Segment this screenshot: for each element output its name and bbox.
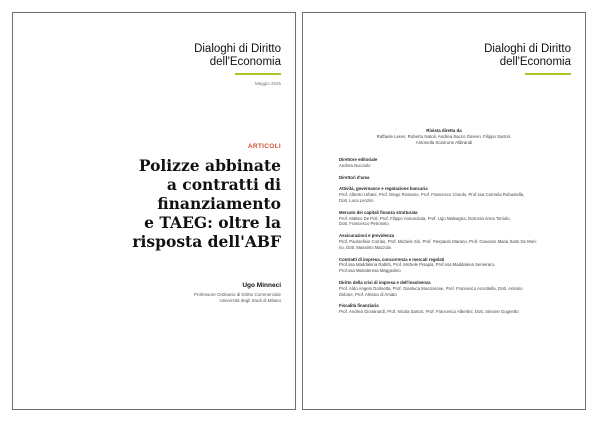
title-line: e TAEG: oltre la	[144, 213, 281, 232]
board-block	[339, 210, 561, 227]
board-names-line: Prof. Paoloefisio Corrias, Prof. Michele Siri, Prof. Pierpaolo Marano, Prof. Giovanni Maria Santi De Mori-	[339, 238, 537, 244]
title-line: finanziamento	[157, 194, 281, 213]
board-names-line: Prof.ssa Maddalena Rabitti, Prof. Michele Pisapia, Prof.ssa Maddalena Semeraro,	[339, 262, 496, 268]
board-names-line: Prof. Andrea Giovanardi, Prof. Nicola Sartori, Prof. Francesco Albertini, Dott. Simone Gugnetto	[339, 309, 519, 315]
brand-accent-rule	[235, 73, 281, 75]
board-block	[339, 175, 561, 181]
board-names-line: Didone, Prof. Alessio di Amato	[339, 291, 397, 297]
board-heading: Contratti di impresa, concorrenza e mercati regolati	[339, 256, 445, 262]
directors-line: Antonella Sciarrone Alibrandi	[415, 140, 473, 145]
board-names-line: Prof. Aldo Angelo Dolmetta, Prof. Gianluca Mucciarone, Prof. Francesco Accettella, Dott. Antonio	[339, 285, 523, 291]
board-names-line: no, Dott. Massimo Mazzola	[339, 244, 391, 250]
directors-line: Raffaele Lener, Roberto Natoli, Andrea Sacco Ginevri, Filippo Sartori,	[376, 134, 512, 139]
board-names-line: Prof. Matteo De Poli, Prof. Filippo Annunziata, Prof. Ugo Malvagna, Dott.ssa Anna Toniolo,	[339, 215, 511, 221]
journal-brand	[194, 43, 281, 75]
editorial-board	[339, 157, 561, 321]
board-heading: Fiscalità finanziaria	[339, 303, 379, 309]
board-heading: Direttore editoriale	[339, 157, 378, 162]
journal-name-line1: Dialoghi di Diritto	[194, 43, 281, 55]
issue-date: Maggio 2025	[254, 81, 281, 86]
journal-brand	[484, 43, 571, 75]
directed-by-label: Rivista diretta da	[426, 128, 462, 133]
author-name: Ugo Minneci	[242, 282, 281, 289]
affiliation-line: Università degli Studi di Milano	[219, 298, 281, 303]
journal-name-line1: Dialoghi di Diritto	[484, 43, 571, 55]
board-names-line: Prof. Alberto Urbani, Prof. Diego Rossano, Prof. Francesco Ciraolo, Prof.ssa Carmela Robustella,	[339, 192, 525, 198]
cover-page	[12, 12, 296, 410]
article-title	[91, 156, 281, 251]
title-line: a contratti di	[166, 175, 281, 194]
affiliation-line: Professore Ordinario di Diritto Commerciale	[193, 292, 281, 297]
board-names-line: Dott. Luca Lenzini	[339, 197, 374, 203]
board-block	[339, 257, 561, 274]
board-block	[339, 157, 561, 169]
board-block	[339, 233, 561, 250]
directors-section	[303, 128, 585, 146]
brand-accent-rule	[525, 73, 571, 75]
board-heading: Attività, governance e regolazione bancaria	[339, 186, 428, 192]
journal-name-line2: dell'Economia	[499, 56, 571, 68]
title-line: risposta dell'ABF	[132, 232, 281, 251]
board-heading: Assicurazioni e previdenza	[339, 233, 395, 239]
title-line: Polizze abbinate	[138, 156, 281, 175]
board-heading: Direttori d'area	[339, 174, 370, 180]
board-block	[339, 303, 561, 315]
board-names-line: Dott. Francesco Petrosino	[339, 221, 389, 227]
section-label: ARTICOLI	[247, 143, 281, 150]
board-names-line: Prof.ssa Mariateresa Maggiolino	[339, 268, 401, 274]
board-heading: Mercato dei capitali finanza strutturata	[339, 209, 418, 215]
journal-name-line2: dell'Economia	[209, 56, 281, 68]
masthead-page	[302, 12, 586, 410]
board-heading: Diritto della crisi di impresa e dell'insolvenza	[339, 279, 431, 285]
board-block	[339, 186, 561, 203]
board-names-line: Andrea Nucciolo	[339, 162, 371, 168]
board-block	[339, 280, 561, 297]
author-affiliation	[194, 292, 281, 304]
